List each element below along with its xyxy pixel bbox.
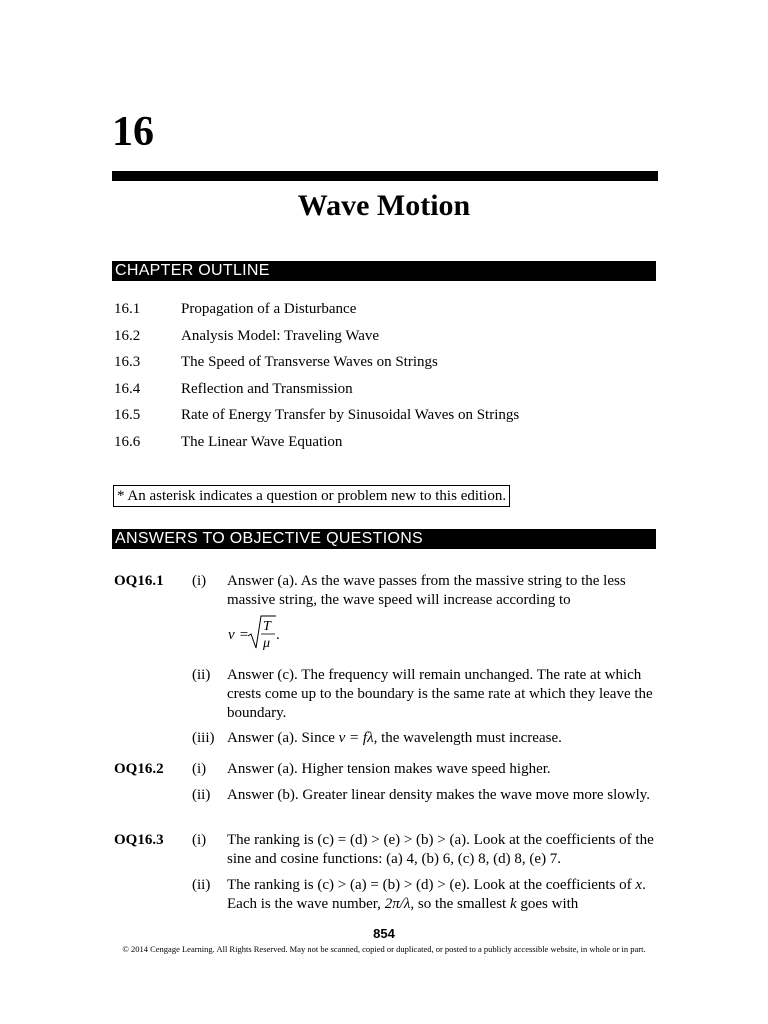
part-label: (ii) — [192, 787, 211, 803]
inline-math: x — [635, 877, 643, 893]
copyright-notice: © 2014 Cengage Learning. All Rights Reserved. May not be scanned, copied or duplicated, or posted to a publicly accessible website, in whole or in part. — [122, 944, 646, 954]
answer-text-segment: , so the smallest — [410, 896, 510, 912]
objective-answers-heading: ANSWERS TO OBJECTIVE QUESTIONS — [112, 529, 656, 549]
chapter-outline-heading: CHAPTER OUTLINE — [112, 261, 656, 281]
outline-item-number: 16.1 — [114, 301, 141, 317]
answer-text: Answer (c). The frequency will remain unchanged. The rate at which crests come up to the boundary is the same rate at which they leave the boundary. — [227, 667, 653, 721]
inline-math: 2π/λ — [384, 896, 411, 912]
part-label: (i) — [192, 832, 207, 848]
sqrt-sign — [248, 616, 276, 648]
part-label: (iii) — [192, 730, 215, 746]
answer-text-segment: Answer (a). Since — [227, 730, 339, 746]
answer-text-segment: . Each is the wave number, — [227, 877, 646, 912]
part-label: (i) — [192, 573, 207, 589]
answer-text — [227, 729, 657, 748]
inline-math: k — [509, 896, 517, 912]
outline-item-title: Reflection and Transmission — [181, 380, 353, 397]
question-id: OQ16.2 — [114, 761, 164, 777]
inline-math: v = fλ, — [338, 730, 378, 746]
outline-item-number: 16.6 — [114, 433, 141, 450]
answer-text: Answer (b). Greater linear density makes the wave move more slowly. — [227, 787, 651, 803]
formula-numerator: T — [263, 619, 271, 634]
answer-text-segment: The ranking is (c) > (a) = (b) > (d) > (e). Look at the coefficients of — [227, 877, 636, 893]
sqrt-formula-graphic — [228, 614, 298, 658]
part-label: (i) — [192, 761, 207, 777]
formula-equals: = — [236, 627, 252, 643]
outline-item-number: 16.3 — [114, 354, 141, 370]
outline-item-number: 16.2 — [114, 327, 141, 344]
formula-v: v — [228, 627, 235, 643]
outline-item-number: 16.5 — [114, 407, 141, 423]
answer-text: Answer (a). Higher tension makes wave speed higher. — [227, 761, 551, 777]
outline-item-title: Rate of Energy Transfer by Sinusoidal Waves on Strings — [181, 407, 520, 423]
question-id: OQ16.3 — [114, 832, 164, 848]
page-number: 854 — [373, 926, 395, 941]
answer-text-segment: the wavelength must increase. — [377, 730, 562, 746]
part-label: (ii) — [192, 877, 211, 893]
chapter-title: Wave Motion — [297, 189, 471, 222]
part-label: (ii) — [192, 667, 211, 683]
formula-denominator: μ — [263, 636, 271, 651]
chapter-rule — [112, 171, 658, 181]
formula-period: . — [276, 627, 280, 643]
outline-item-title: The Linear Wave Equation — [181, 433, 343, 450]
question-id: OQ16.1 — [114, 573, 164, 589]
outline-item-number: 16.4 — [114, 380, 141, 397]
answer-text: The ranking is (c) = (d) > (e) > (b) > (a). Look at the coefficients of the sine and cosine functions: (a) 4, (b) 6, (c) 8, (d) 8, (e) 7. — [227, 832, 654, 867]
outline-item-title: Propagation of a Disturbance — [181, 301, 357, 317]
asterisk-note: * An asterisk indicates a question or problem new to this edition. — [113, 485, 510, 507]
answer-text-segment: goes with — [516, 896, 579, 912]
outline-item-title: Analysis Model: Traveling Wave — [181, 327, 380, 344]
chapter-number: 16 — [112, 109, 154, 155]
answer-text: Answer (a). As the wave passes from the massive string to the less massive string, the wave speed will increase according to — [227, 573, 626, 608]
answer-text — [227, 876, 657, 914]
outline-item-title: The Speed of Transverse Waves on Strings — [181, 354, 438, 370]
